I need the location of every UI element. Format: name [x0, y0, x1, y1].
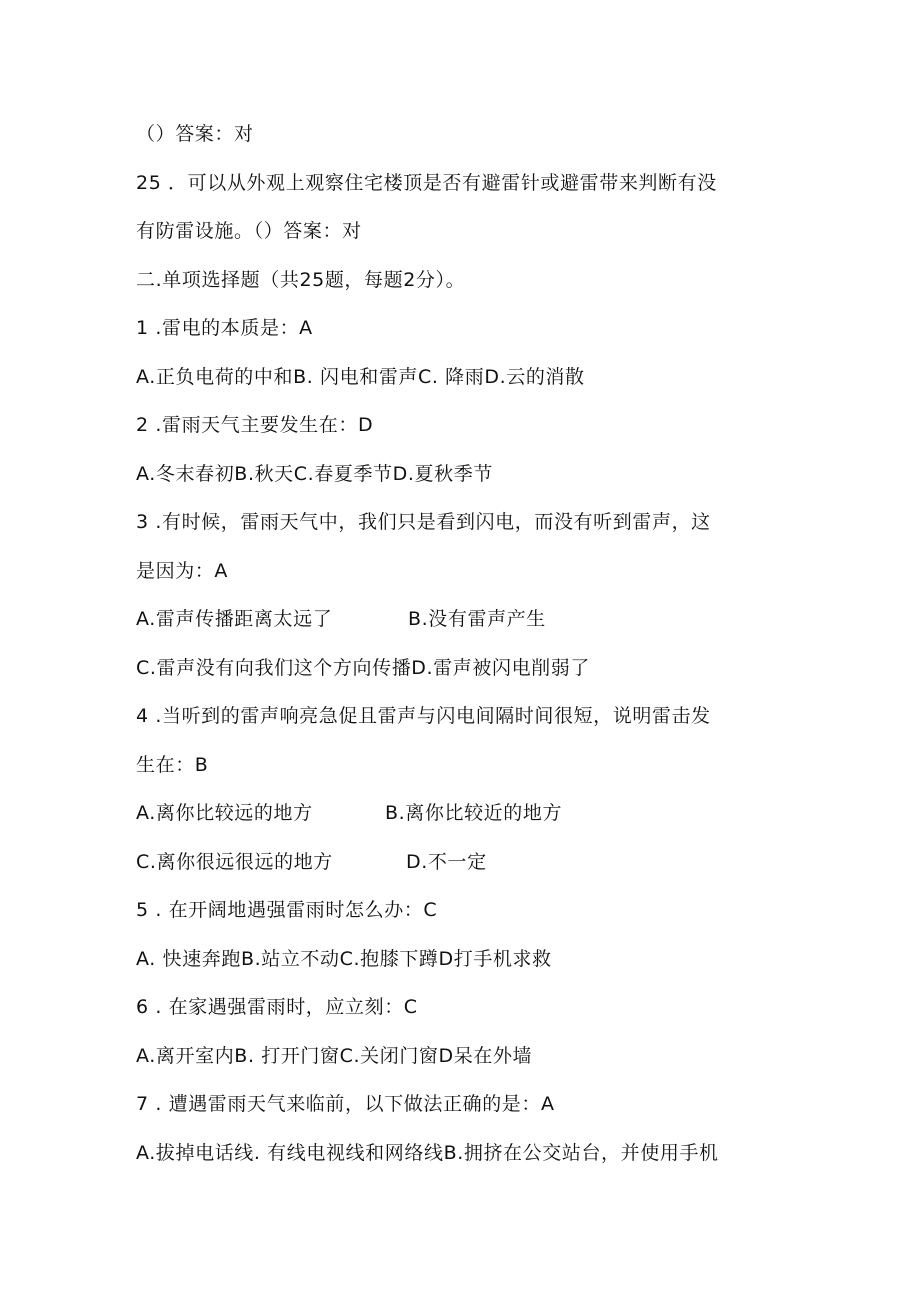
- question-3-text: 3 .有时候，雷雨天气中，我们只是看到闪电，而没有听到雷声，这: [136, 511, 711, 533]
- section-heading: 二.单项选择题（共25题，每题2分）。: [136, 268, 466, 291]
- question-4-continuation: 生在：B: [136, 753, 209, 776]
- option-d: D.不一定: [406, 850, 487, 873]
- question-7-text: 7 . 遭遇雷雨天气来临前，以下做法正确的是：A: [136, 1093, 555, 1115]
- option-a: A.离你比较远的地方: [136, 802, 313, 824]
- question-4-text: 4 .当听到的雷声响亮急促且雷声与闪电间隔时间很短，说明雷击发: [136, 705, 711, 727]
- question-3-continuation: 是因为：A: [136, 559, 228, 582]
- question-4-options-row-1: [136, 789, 796, 838]
- option-c: C.离你很远很远的地方: [136, 850, 333, 873]
- question-3-options-row-1: [136, 595, 796, 644]
- question-1-options: A.正负电荷的中和B. 闪电和雷声C. 降雨D.云的消散: [136, 365, 585, 388]
- option-b: B.离你比较近的地方: [385, 802, 563, 824]
- question-5-options: A. 快速奔跑B.站立不动C.抱膝下蹲D打手机求救: [136, 947, 552, 970]
- answer-line: （）答案：对: [136, 123, 254, 145]
- question-25-continuation: 有防雷设施。（）答案：对: [136, 220, 362, 242]
- question-7-options: A.拔掉电话线. 有线电视线和网络线B.拥挤在公交站台，并使用手机: [136, 1141, 719, 1164]
- question-3-options-row-2: C.雷声没有向我们这个方向传播D.雷声被闪电削弱了: [136, 656, 590, 679]
- question-4-options-row-2: [136, 838, 796, 887]
- document-body: [136, 110, 796, 1177]
- question-2-text: 2 .雷雨天气主要发生在：D: [136, 414, 374, 436]
- question-5-text: 5 . 在开阔地遇强雷雨时怎么办：C: [136, 899, 438, 921]
- question-2-options: A.冬末春初B.秋天C.春夏季节D.夏秋季节: [136, 462, 493, 485]
- option-a: A.雷声传播距离太远了: [136, 608, 333, 630]
- question-25-text: 25 ．可以从外观上观察住宅楼顶是否有避雷针或避雷带来判断有没: [136, 171, 717, 194]
- question-1-text: 1 .雷电的本质是：A: [136, 317, 313, 339]
- question-6-options: A.离开室内B. 打开门窗C.关闭门窗D呆在外墙: [136, 1044, 533, 1067]
- question-6-text: 6 . 在家遇强雷雨时，应立刻：C: [136, 996, 418, 1018]
- option-b: B.没有雷声产生: [408, 608, 546, 630]
